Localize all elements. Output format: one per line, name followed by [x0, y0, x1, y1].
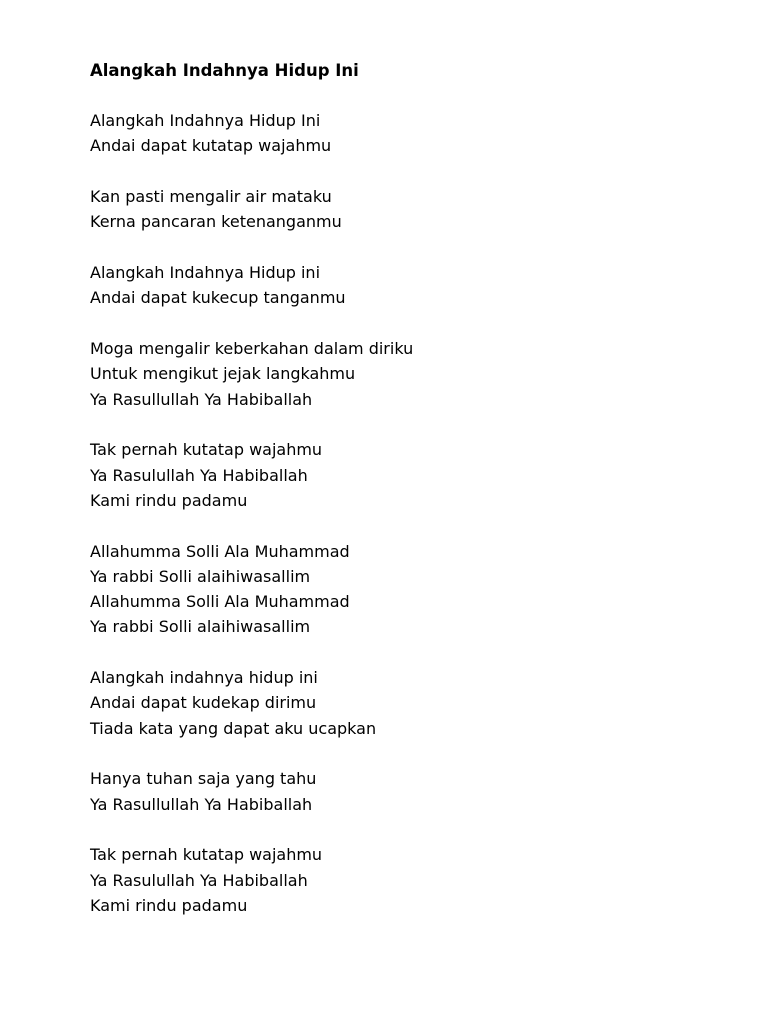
lyric-line: Untuk mengikut jejak langkahmu: [90, 364, 356, 384]
lyric-line: Ya Rasullullah Ya Habiballah: [90, 794, 313, 814]
lyric-line: Alangkah indahnya hidup ini: [90, 668, 318, 688]
lyric-line: Kami rindu padamu: [90, 895, 248, 915]
lyric-line: Andai dapat kutatap wajahmu: [90, 136, 332, 156]
stanza: [90, 108, 710, 159]
lyric-line: Kan pasti mengalir air mataku: [90, 186, 332, 206]
stanza: [90, 766, 710, 817]
lyric-line: Alangkah Indahnya Hidup Ini: [90, 111, 321, 130]
lyric-line: Ya rabbi Solli alaihiwasallim: [90, 566, 311, 586]
lyric-line: Kami rindu padamu: [90, 490, 248, 510]
document-page: [90, 58, 710, 944]
stanza: [90, 437, 710, 513]
lyric-line: Andai dapat kudekap dirimu: [90, 693, 317, 713]
lyric-line: Ya Rasulullah Ya Habiballah: [90, 870, 308, 890]
lyric-line: Kerna pancaran ketenanganmu: [90, 212, 342, 232]
stanza: [90, 184, 710, 235]
stanza: [90, 665, 710, 741]
lyric-line: Allahumma Solli Ala Muhammad: [90, 592, 350, 612]
stanza: [90, 842, 710, 918]
lyric-line: Andai dapat kukecup tanganmu: [90, 288, 346, 308]
lyric-line: Moga mengalir keberkahan dalam diriku: [90, 338, 414, 358]
lyric-line: Ya rabbi Solli alaihiwasallim: [90, 617, 311, 637]
stanza: [90, 336, 710, 412]
lyric-line: Alangkah Indahnya Hidup ini: [90, 262, 321, 282]
lyric-line: Tiada kata yang dapat aku ucapkan: [90, 718, 377, 738]
lyric-line: Hanya tuhan saja yang tahu: [90, 769, 317, 789]
lyric-line: Allahumma Solli Ala Muhammad: [90, 541, 350, 561]
stanza: [90, 260, 710, 311]
document-title: Alangkah Indahnya Hidup Ini: [90, 61, 359, 80]
lyric-line: Tak pernah kutatap wajahmu: [90, 440, 323, 460]
lyric-line: Ya Rasullullah Ya Habiballah: [90, 389, 313, 409]
stanza: [90, 539, 710, 640]
lyric-line: Tak pernah kutatap wajahmu: [90, 845, 323, 865]
lyric-line: Ya Rasulullah Ya Habiballah: [90, 465, 308, 485]
